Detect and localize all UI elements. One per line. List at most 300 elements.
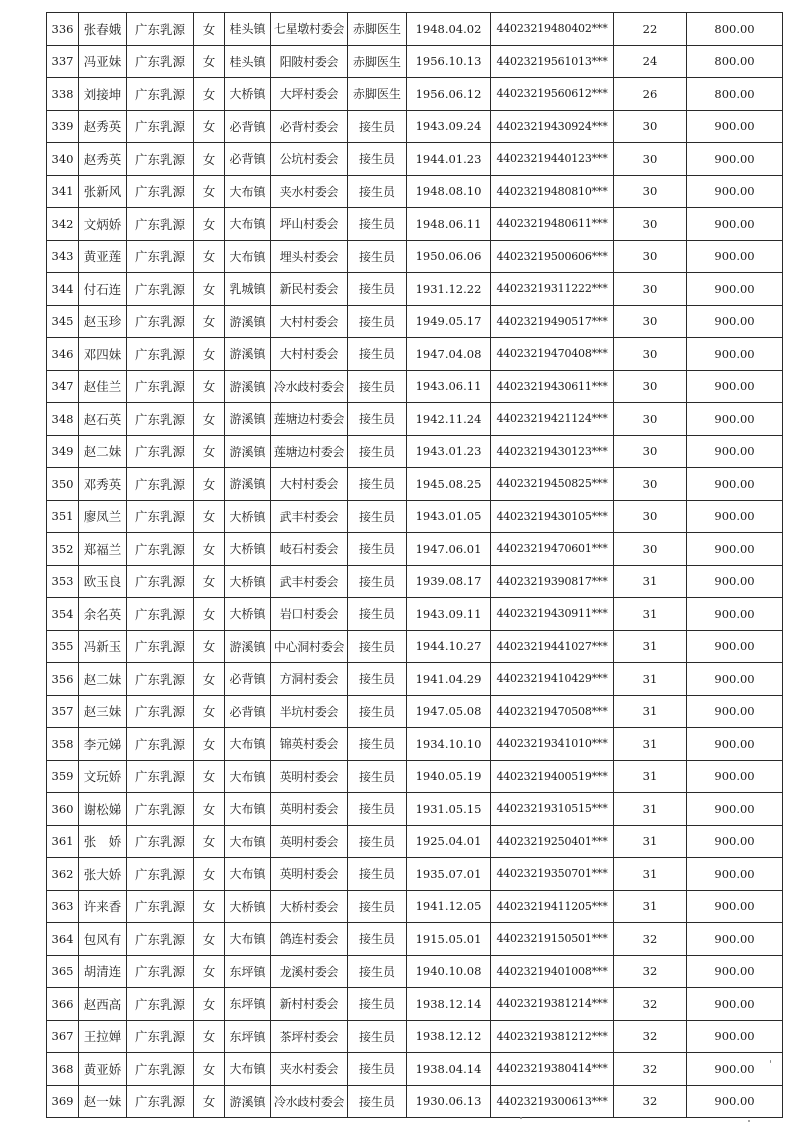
scan-speck (770, 1060, 771, 1063)
person-name: 冯亚妹 (79, 45, 127, 78)
amount-cell: 900.00 (687, 890, 783, 923)
person-name: 赵佳兰 (79, 370, 127, 403)
birth-date-cell: 1945.08.25 (407, 468, 491, 501)
sex-cell: 女 (194, 78, 225, 111)
org-cell: 广东乳源 (127, 630, 194, 663)
town-cell: 游溪镇 (225, 305, 271, 338)
row-number: 345 (47, 305, 79, 338)
person-name: 黄亚莲 (79, 240, 127, 273)
org-cell: 广东乳源 (127, 143, 194, 176)
org-cell: 广东乳源 (127, 78, 194, 111)
sex-cell: 女 (194, 338, 225, 371)
table-row (47, 825, 783, 858)
org-cell: 广东乳源 (127, 565, 194, 598)
table-row (47, 923, 783, 956)
town-cell: 游溪镇 (225, 435, 271, 468)
birth-date-cell: 1947.06.01 (407, 533, 491, 566)
village-cell: 大桥村委会 (271, 890, 348, 923)
years-cell: 30 (614, 533, 687, 566)
person-name: 文炳娇 (79, 208, 127, 241)
years-cell: 30 (614, 435, 687, 468)
role-cell: 接生员 (348, 1053, 407, 1086)
birth-date-cell: 1942.11.24 (407, 403, 491, 436)
person-name: 赵二妹 (79, 663, 127, 696)
role-cell: 接生员 (348, 273, 407, 306)
org-cell: 广东乳源 (127, 45, 194, 78)
years-cell: 30 (614, 403, 687, 436)
village-cell: 大村村委会 (271, 468, 348, 501)
person-name: 李元娣 (79, 728, 127, 761)
years-cell: 31 (614, 825, 687, 858)
town-cell: 必背镇 (225, 110, 271, 143)
id-number-cell: 44023219470408*** (491, 338, 614, 371)
row-number: 336 (47, 13, 79, 46)
person-name: 文玩娇 (79, 760, 127, 793)
role-cell: 接生员 (348, 370, 407, 403)
role-cell: 接生员 (348, 1020, 407, 1053)
birth-date-cell: 1947.05.08 (407, 695, 491, 728)
role-cell: 接生员 (348, 695, 407, 728)
village-cell: 夹水村委会 (271, 1053, 348, 1086)
table-row (47, 695, 783, 728)
sex-cell: 女 (194, 955, 225, 988)
birth-date-cell: 1948.08.10 (407, 175, 491, 208)
person-name: 黄亚娇 (79, 1053, 127, 1086)
amount-cell: 800.00 (687, 45, 783, 78)
amount-cell: 900.00 (687, 858, 783, 891)
birth-date-cell: 1941.12.05 (407, 890, 491, 923)
sex-cell: 女 (194, 890, 225, 923)
sex-cell: 女 (194, 988, 225, 1021)
row-number: 358 (47, 728, 79, 761)
row-number: 361 (47, 825, 79, 858)
role-cell: 接生员 (348, 825, 407, 858)
years-cell: 31 (614, 630, 687, 663)
sex-cell: 女 (194, 370, 225, 403)
birth-date-cell: 1944.10.27 (407, 630, 491, 663)
person-name: 谢松娣 (79, 793, 127, 826)
sex-cell: 女 (194, 793, 225, 826)
role-cell: 接生员 (348, 143, 407, 176)
sex-cell: 女 (194, 500, 225, 533)
org-cell: 广东乳源 (127, 208, 194, 241)
amount-cell: 900.00 (687, 695, 783, 728)
table-row (47, 143, 783, 176)
role-cell: 接生员 (348, 175, 407, 208)
birth-date-cell: 1938.04.14 (407, 1053, 491, 1086)
table-row (47, 403, 783, 436)
birth-date-cell: 1947.04.08 (407, 338, 491, 371)
years-cell: 30 (614, 305, 687, 338)
id-number-cell: 44023219440123*** (491, 143, 614, 176)
row-number: 369 (47, 1085, 79, 1118)
org-cell: 广东乳源 (127, 793, 194, 826)
years-cell: 31 (614, 695, 687, 728)
table-row (47, 240, 783, 273)
amount-cell: 900.00 (687, 500, 783, 533)
table-row (47, 78, 783, 111)
table-row (47, 663, 783, 696)
org-cell: 广东乳源 (127, 760, 194, 793)
table-row (47, 175, 783, 208)
birth-date-cell: 1931.05.15 (407, 793, 491, 826)
amount-cell: 900.00 (687, 468, 783, 501)
sex-cell: 女 (194, 45, 225, 78)
town-cell: 大布镇 (225, 923, 271, 956)
table-row (47, 435, 783, 468)
sex-cell: 女 (194, 143, 225, 176)
village-cell: 锦英村委会 (271, 728, 348, 761)
org-cell: 广东乳源 (127, 695, 194, 728)
years-cell: 30 (614, 143, 687, 176)
birth-date-cell: 1956.10.13 (407, 45, 491, 78)
table-row (47, 565, 783, 598)
person-name: 赵西高 (79, 988, 127, 1021)
row-number: 339 (47, 110, 79, 143)
row-number: 368 (47, 1053, 79, 1086)
role-cell: 接生员 (348, 338, 407, 371)
role-cell: 接生员 (348, 500, 407, 533)
row-number: 362 (47, 858, 79, 891)
years-cell: 30 (614, 500, 687, 533)
person-name: 包风有 (79, 923, 127, 956)
birth-date-cell: 1931.12.22 (407, 273, 491, 306)
years-cell: 30 (614, 273, 687, 306)
person-name: 张大娇 (79, 858, 127, 891)
id-number-cell: 44023219430611*** (491, 370, 614, 403)
row-number: 346 (47, 338, 79, 371)
role-cell: 接生员 (348, 1085, 407, 1118)
role-cell: 接生员 (348, 305, 407, 338)
birth-date-cell: 1938.12.12 (407, 1020, 491, 1053)
village-cell: 英明村委会 (271, 793, 348, 826)
table-row (47, 208, 783, 241)
years-cell: 31 (614, 728, 687, 761)
birth-date-cell: 1943.01.23 (407, 435, 491, 468)
person-name: 赵二妹 (79, 435, 127, 468)
org-cell: 广东乳源 (127, 273, 194, 306)
org-cell: 广东乳源 (127, 305, 194, 338)
town-cell: 游溪镇 (225, 403, 271, 436)
org-cell: 广东乳源 (127, 110, 194, 143)
table-row (47, 1020, 783, 1053)
years-cell: 31 (614, 565, 687, 598)
years-cell: 32 (614, 1020, 687, 1053)
years-cell: 26 (614, 78, 687, 111)
years-cell: 31 (614, 760, 687, 793)
row-number: 360 (47, 793, 79, 826)
sex-cell: 女 (194, 208, 225, 241)
village-cell: 莲塘边村委会 (271, 435, 348, 468)
role-cell: 接生员 (348, 955, 407, 988)
role-cell: 接生员 (348, 728, 407, 761)
org-cell: 广东乳源 (127, 1053, 194, 1086)
table-row (47, 305, 783, 338)
id-number-cell: 44023219300613*** (491, 1085, 614, 1118)
table-row (47, 13, 783, 46)
years-cell: 31 (614, 890, 687, 923)
id-number-cell: 44023219350701*** (491, 858, 614, 891)
sex-cell: 女 (194, 468, 225, 501)
org-cell: 广东乳源 (127, 728, 194, 761)
scan-speck (520, 1117, 522, 1119)
id-number-cell: 44023219411205*** (491, 890, 614, 923)
org-cell: 广东乳源 (127, 825, 194, 858)
role-cell: 赤脚医生 (348, 13, 407, 46)
town-cell: 大布镇 (225, 728, 271, 761)
person-name: 赵秀英 (79, 143, 127, 176)
role-cell: 接生员 (348, 858, 407, 891)
town-cell: 大布镇 (225, 240, 271, 273)
village-cell: 中心洞村委会 (271, 630, 348, 663)
id-number-cell: 44023219410429*** (491, 663, 614, 696)
org-cell: 广东乳源 (127, 403, 194, 436)
amount-cell: 900.00 (687, 175, 783, 208)
table-row (47, 988, 783, 1021)
row-number: 343 (47, 240, 79, 273)
town-cell: 大布镇 (225, 175, 271, 208)
org-cell: 广东乳源 (127, 955, 194, 988)
org-cell: 广东乳源 (127, 988, 194, 1021)
roster-body (47, 13, 783, 1118)
id-number-cell: 44023219480611*** (491, 208, 614, 241)
row-number: 354 (47, 598, 79, 631)
table-row (47, 1053, 783, 1086)
birth-date-cell: 1948.06.11 (407, 208, 491, 241)
person-name: 郑福兰 (79, 533, 127, 566)
person-name: 许来香 (79, 890, 127, 923)
sex-cell: 女 (194, 858, 225, 891)
person-name: 赵石英 (79, 403, 127, 436)
town-cell: 大布镇 (225, 858, 271, 891)
town-cell: 大桥镇 (225, 890, 271, 923)
table-row (47, 858, 783, 891)
village-cell: 埋头村委会 (271, 240, 348, 273)
id-number-cell: 44023219441027*** (491, 630, 614, 663)
person-name: 刘接坤 (79, 78, 127, 111)
years-cell: 32 (614, 923, 687, 956)
town-cell: 大桥镇 (225, 565, 271, 598)
sex-cell: 女 (194, 825, 225, 858)
amount-cell: 900.00 (687, 110, 783, 143)
amount-cell: 900.00 (687, 630, 783, 663)
person-name: 付石连 (79, 273, 127, 306)
birth-date-cell: 1948.04.02 (407, 13, 491, 46)
row-number: 356 (47, 663, 79, 696)
sex-cell: 女 (194, 13, 225, 46)
org-cell: 广东乳源 (127, 500, 194, 533)
person-name: 赵三妹 (79, 695, 127, 728)
town-cell: 东坪镇 (225, 955, 271, 988)
table-row (47, 793, 783, 826)
birth-date-cell: 1956.06.12 (407, 78, 491, 111)
id-number-cell: 44023219500606*** (491, 240, 614, 273)
row-number: 355 (47, 630, 79, 663)
row-number: 363 (47, 890, 79, 923)
years-cell: 24 (614, 45, 687, 78)
row-number: 352 (47, 533, 79, 566)
sex-cell: 女 (194, 273, 225, 306)
role-cell: 接生员 (348, 403, 407, 436)
amount-cell: 900.00 (687, 793, 783, 826)
person-name: 王拉婵 (79, 1020, 127, 1053)
org-cell: 广东乳源 (127, 1085, 194, 1118)
id-number-cell: 44023219470508*** (491, 695, 614, 728)
id-number-cell: 44023219400519*** (491, 760, 614, 793)
years-cell: 22 (614, 13, 687, 46)
id-number-cell: 44023219310515*** (491, 793, 614, 826)
town-cell: 乳城镇 (225, 273, 271, 306)
role-cell: 接生员 (348, 988, 407, 1021)
village-cell: 大坪村委会 (271, 78, 348, 111)
sex-cell: 女 (194, 663, 225, 696)
amount-cell: 900.00 (687, 143, 783, 176)
person-name: 邓四妹 (79, 338, 127, 371)
years-cell: 30 (614, 338, 687, 371)
role-cell: 接生员 (348, 598, 407, 631)
years-cell: 30 (614, 110, 687, 143)
table-row (47, 598, 783, 631)
sex-cell: 女 (194, 403, 225, 436)
years-cell: 30 (614, 240, 687, 273)
birth-date-cell: 1939.08.17 (407, 565, 491, 598)
village-cell: 大村村委会 (271, 305, 348, 338)
birth-date-cell: 1930.06.13 (407, 1085, 491, 1118)
village-cell: 半坑村委会 (271, 695, 348, 728)
sex-cell: 女 (194, 435, 225, 468)
role-cell: 接生员 (348, 923, 407, 956)
role-cell: 接生员 (348, 565, 407, 598)
row-number: 359 (47, 760, 79, 793)
birth-date-cell: 1943.06.11 (407, 370, 491, 403)
village-cell: 公坑村委会 (271, 143, 348, 176)
role-cell: 接生员 (348, 663, 407, 696)
roster-table (46, 12, 783, 1118)
birth-date-cell: 1949.05.17 (407, 305, 491, 338)
id-number-cell: 44023219490517*** (491, 305, 614, 338)
id-number-cell: 44023219381212*** (491, 1020, 614, 1053)
table-row (47, 273, 783, 306)
id-number-cell: 44023219311222*** (491, 273, 614, 306)
amount-cell: 900.00 (687, 273, 783, 306)
birth-date-cell: 1950.06.06 (407, 240, 491, 273)
town-cell: 游溪镇 (225, 338, 271, 371)
org-cell: 广东乳源 (127, 468, 194, 501)
role-cell: 接生员 (348, 240, 407, 273)
id-number-cell: 44023219150501*** (491, 923, 614, 956)
birth-date-cell: 1925.04.01 (407, 825, 491, 858)
years-cell: 30 (614, 208, 687, 241)
row-number: 340 (47, 143, 79, 176)
years-cell: 30 (614, 175, 687, 208)
amount-cell: 900.00 (687, 598, 783, 631)
amount-cell: 900.00 (687, 565, 783, 598)
town-cell: 游溪镇 (225, 1085, 271, 1118)
sex-cell: 女 (194, 175, 225, 208)
table-row (47, 728, 783, 761)
years-cell: 31 (614, 598, 687, 631)
years-cell: 32 (614, 1085, 687, 1118)
town-cell: 桂头镇 (225, 13, 271, 46)
person-name: 赵玉珍 (79, 305, 127, 338)
table-row (47, 110, 783, 143)
amount-cell: 900.00 (687, 403, 783, 436)
amount-cell: 900.00 (687, 923, 783, 956)
town-cell: 游溪镇 (225, 370, 271, 403)
id-number-cell: 44023219390817*** (491, 565, 614, 598)
village-cell: 鸽连村委会 (271, 923, 348, 956)
sex-cell: 女 (194, 565, 225, 598)
row-number: 365 (47, 955, 79, 988)
amount-cell: 900.00 (687, 1085, 783, 1118)
id-number-cell: 44023219430123*** (491, 435, 614, 468)
person-name: 赵一妹 (79, 1085, 127, 1118)
town-cell: 大布镇 (225, 825, 271, 858)
years-cell: 31 (614, 858, 687, 891)
town-cell: 必背镇 (225, 695, 271, 728)
role-cell: 接生员 (348, 533, 407, 566)
org-cell: 广东乳源 (127, 13, 194, 46)
town-cell: 大桥镇 (225, 533, 271, 566)
id-number-cell: 44023219341010*** (491, 728, 614, 761)
id-number-cell: 44023219450825*** (491, 468, 614, 501)
town-cell: 大桥镇 (225, 598, 271, 631)
role-cell: 赤脚医生 (348, 45, 407, 78)
org-cell: 广东乳源 (127, 663, 194, 696)
amount-cell: 900.00 (687, 955, 783, 988)
amount-cell: 900.00 (687, 988, 783, 1021)
row-number: 342 (47, 208, 79, 241)
sex-cell: 女 (194, 1085, 225, 1118)
years-cell: 32 (614, 955, 687, 988)
person-name: 张春娥 (79, 13, 127, 46)
row-number: 351 (47, 500, 79, 533)
town-cell: 大布镇 (225, 793, 271, 826)
birth-date-cell: 1934.10.10 (407, 728, 491, 761)
amount-cell: 900.00 (687, 1020, 783, 1053)
amount-cell: 900.00 (687, 533, 783, 566)
birth-date-cell: 1940.05.19 (407, 760, 491, 793)
org-cell: 广东乳源 (127, 338, 194, 371)
org-cell: 广东乳源 (127, 240, 194, 273)
birth-date-cell: 1935.07.01 (407, 858, 491, 891)
person-name: 赵秀英 (79, 110, 127, 143)
village-cell: 坪山村委会 (271, 208, 348, 241)
row-number: 348 (47, 403, 79, 436)
village-cell: 武丰村委会 (271, 500, 348, 533)
row-number: 337 (47, 45, 79, 78)
org-cell: 广东乳源 (127, 890, 194, 923)
birth-date-cell: 1943.09.11 (407, 598, 491, 631)
amount-cell: 900.00 (687, 663, 783, 696)
id-number-cell: 44023219381214*** (491, 988, 614, 1021)
village-cell: 七星墩村委会 (271, 13, 348, 46)
role-cell: 接生员 (348, 760, 407, 793)
person-name: 胡清连 (79, 955, 127, 988)
village-cell: 夹水村委会 (271, 175, 348, 208)
sex-cell: 女 (194, 110, 225, 143)
id-number-cell: 44023219470601*** (491, 533, 614, 566)
table-row (47, 370, 783, 403)
amount-cell: 900.00 (687, 728, 783, 761)
role-cell: 接生员 (348, 435, 407, 468)
sex-cell: 女 (194, 240, 225, 273)
role-cell: 接生员 (348, 630, 407, 663)
sex-cell: 女 (194, 1053, 225, 1086)
org-cell: 广东乳源 (127, 435, 194, 468)
town-cell: 必背镇 (225, 143, 271, 176)
id-number-cell: 44023219421124*** (491, 403, 614, 436)
